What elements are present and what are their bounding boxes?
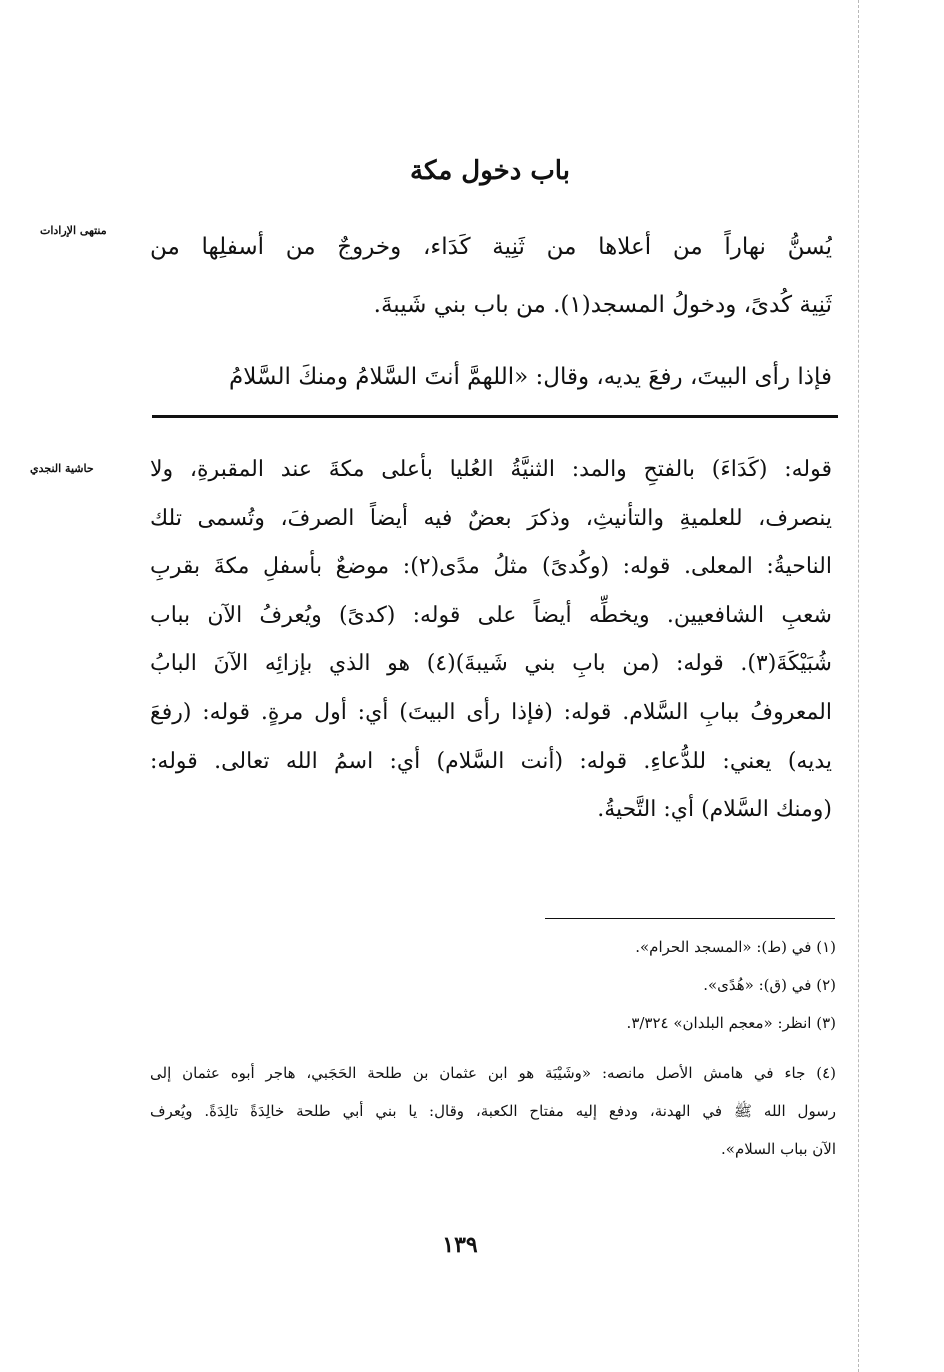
sharh-line: قوله: (كَدَاءَ) بالفتحِ والمد: الثنيَّةُ العُليا بأعلى مكةَ عند المقبرةِ، ولا [150, 457, 832, 482]
matn-text [150, 218, 832, 406]
sharh-line: شُبَيْكَةَ(٣). قوله: (من بابِ بني شَيبةَ)(٤) هو الذي بإزائِه الآنَ البابُ [150, 651, 832, 677]
footnote-4-line: (٤) جاء في هامش الأصل مانصه: «وشَيْبَة هو ابن عثمان بن طلحة الحَجَبي، هاجر أبوه عثمان إلى [150, 1064, 836, 1082]
paragraph-gap [150, 334, 832, 348]
footnote-divider [545, 918, 835, 919]
matn-divider [152, 415, 838, 418]
sharh-text [150, 446, 832, 835]
side-label-matn: منتهى الإرادات [40, 224, 107, 237]
sharh-line: الناحيةُ: المعلى. قوله: (وكُدىً) مثلُ مدًى(٢): موضعٌ بأسفلِ مكةَ بقربِ [150, 554, 832, 580]
chapter-title: باب دخول مكة [410, 156, 570, 186]
sharh-line: ينصرف، للعلميةِ والتأنيثِ، وذكرَ بعضٌ فيه أيضاً الصرفَ، وتُسمى تلك [150, 505, 832, 531]
footnote-gap [150, 1042, 836, 1054]
matn-line: ثَنِية كُدىً، ودخولُ المسجد(١). من باب بني شَيبةَ. [373, 292, 832, 318]
side-label-sharh: حاشية النجدي [30, 462, 94, 475]
sharh-line: يديه) يعني: للدُّعاءِ. قوله: (أنت السَّلام) أي: اسمُ الله تعالى. قوله: [150, 748, 832, 774]
sharh-line: (ومنك السَّلام) أي: التَّحيةُ. [597, 797, 832, 823]
footnote-3: (٣) انظر: «معجم البلدان» ٣/٣٢٤. [626, 1014, 836, 1032]
sharh-line: المعروفُ ببابِ السَّلام. قوله: (فإذا رأى البيتَ) أي: أول مرةٍ. قوله: (رفعَ [150, 699, 832, 725]
footnote-4-line: رسول الله ﷺ في الهدنة، ودفع إليه مفتاح الكعبة، وقال: يا بني أبي طلحة خالِدَةً تالِدَةً. ويُعرف [150, 1102, 836, 1120]
page-edge-line [858, 0, 859, 1372]
footnotes [150, 928, 836, 1168]
sharh-line: شعبِ الشافعيين. ويخطِّه أيضاً على قوله: (كدىً) ويُعرفُ الآن بباب [150, 602, 832, 628]
footnote-1: (١) في (ط): «المسجد الحرام». [635, 938, 836, 956]
footnote-4-line: الآن بباب السلام». [721, 1140, 836, 1158]
matn-line: فإذا رأى البيتَ، رفعَ يديه، وقال: «اللهمَّ أنتَ السَّلامُ ومنكَ السَّلامُ [229, 364, 832, 390]
footnote-2: (٢) في (ق): «هُدًى». [703, 976, 836, 994]
matn-line: يُسنُّ نهاراً من أعلاها من ثَنِية كَدَاء، وخروجٌ من أسفلِها من [150, 234, 832, 260]
page-number: ١٣٩ [442, 1232, 478, 1258]
